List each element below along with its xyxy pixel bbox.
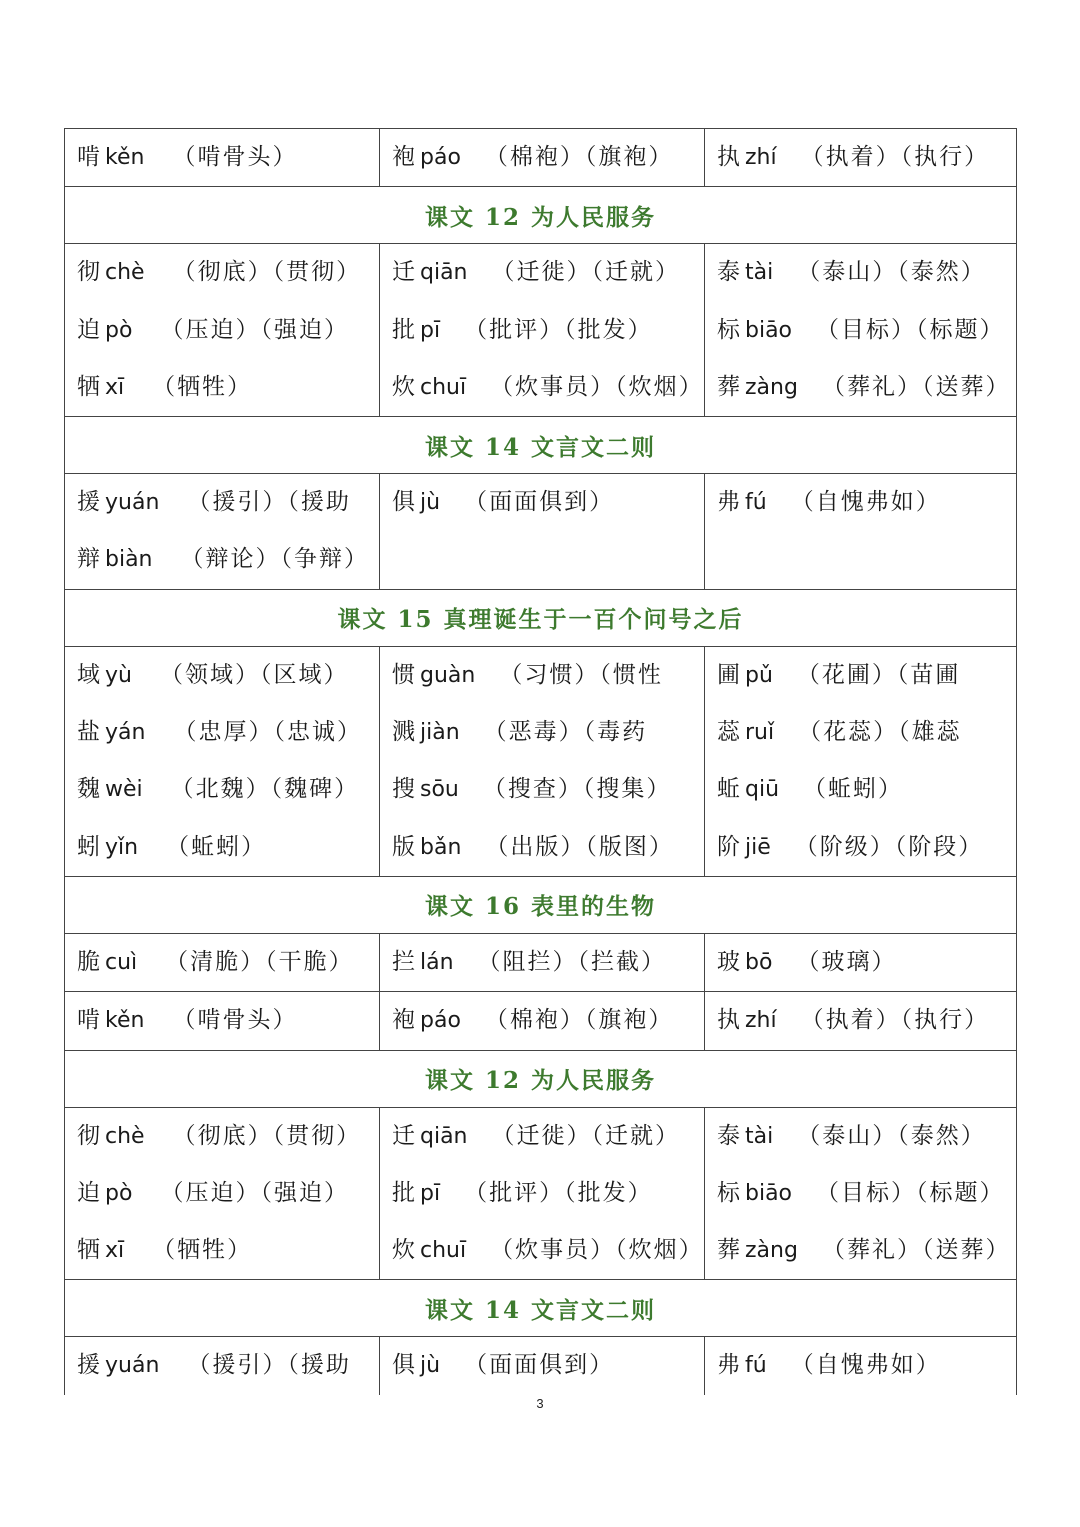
- vocabulary-entry: [392, 129, 704, 186]
- pinyin-reading: jiē: [745, 834, 771, 860]
- pinyin-reading: páo: [420, 145, 461, 170]
- hanzi-character: 蚯: [717, 776, 742, 803]
- vocabulary-entry: [392, 992, 704, 1049]
- pinyin-reading: pǔ: [745, 662, 773, 688]
- vocabulary-cell: [65, 1107, 380, 1280]
- vocabulary-entry: [392, 704, 704, 761]
- hanzi-character: 执: [717, 144, 742, 170]
- pinyin-reading: kěn: [105, 1008, 145, 1034]
- vocabulary-entry: [77, 244, 379, 301]
- hanzi-character: 迫: [77, 316, 102, 343]
- example-words: （葬礼）（送葬）: [821, 373, 1011, 400]
- example-words: （自愧弗如）: [790, 489, 941, 516]
- pinyin-reading: tài: [745, 1123, 774, 1149]
- vocabulary-entry: [77, 474, 379, 531]
- hanzi-character: 泰: [717, 1122, 742, 1149]
- pinyin-reading: sōu: [420, 777, 459, 803]
- lesson-heading: 课文 14 文言文二则: [65, 417, 1017, 474]
- lesson-heading-row: [65, 876, 1017, 933]
- example-words: （炊事员）（炊烟）: [490, 1237, 704, 1264]
- vocabulary-cell: [380, 646, 705, 876]
- example-words: （习惯）（惯性: [499, 661, 663, 688]
- example-words: （玻璃）: [796, 948, 897, 975]
- hanzi-character: 啃: [77, 144, 102, 170]
- hanzi-character: 迫: [77, 1179, 102, 1206]
- vocabulary-cell: [65, 244, 380, 417]
- example-words: （忠厚）（忠诚）: [173, 719, 362, 746]
- vocabulary-entry: [717, 129, 1016, 186]
- hanzi-character: 魏: [77, 776, 102, 803]
- vocabulary-entry: [717, 1222, 1016, 1279]
- vocabulary-entry: [717, 934, 1016, 991]
- example-words: （蚯蚓）: [803, 776, 904, 803]
- lesson-heading-row: [65, 187, 1017, 244]
- vocabulary-entry: [77, 1108, 379, 1165]
- vocabulary-cell: [380, 474, 705, 590]
- hanzi-character: 玻: [717, 948, 742, 975]
- pinyin-reading: ruǐ: [745, 720, 775, 746]
- pinyin-reading: bǎn: [420, 834, 462, 860]
- example-words: （清脆）（干脆）: [165, 948, 354, 975]
- vocabulary-entry: [392, 474, 704, 531]
- hanzi-character: 惯: [392, 661, 417, 688]
- example-words: （执着）（执行）: [800, 1007, 990, 1034]
- hanzi-character: 牺: [77, 1237, 102, 1264]
- hanzi-character: 溅: [392, 719, 417, 746]
- example-words: （啃骨头）: [172, 144, 298, 170]
- vocabulary-entry: [392, 359, 704, 416]
- vocabulary-cell: [65, 992, 380, 1050]
- pinyin-reading: yuán: [105, 1353, 160, 1379]
- hanzi-character: 彻: [77, 259, 102, 286]
- vocabulary-entry: [392, 1108, 704, 1165]
- lesson-heading-row: [65, 589, 1017, 646]
- example-words: （花圃）（苗圃: [796, 661, 961, 688]
- vocabulary-entry: [392, 1165, 704, 1222]
- example-words: （援引）（援助: [187, 489, 351, 516]
- vocabulary-entry: [77, 302, 379, 359]
- vocabulary-cell: [705, 992, 1017, 1050]
- hanzi-character: 标: [717, 1179, 742, 1206]
- pinyin-reading: fú: [745, 490, 767, 516]
- vocabulary-entry: [717, 647, 1016, 704]
- hanzi-character: 迁: [392, 259, 417, 286]
- example-words: （棉袍）（旗袍）: [484, 144, 674, 170]
- pinyin-reading: chè: [105, 1123, 145, 1149]
- hanzi-character: 炊: [392, 373, 417, 400]
- hanzi-character: 俱: [392, 1352, 417, 1379]
- vocabulary-entry: [77, 704, 379, 761]
- hanzi-character: 蚓: [77, 833, 102, 860]
- vocabulary-row: [65, 933, 1017, 991]
- vocabulary-row: [65, 646, 1017, 876]
- vocabulary-entry: [77, 934, 379, 991]
- example-words: （压迫）（强迫）: [160, 316, 349, 343]
- hanzi-character: 葬: [717, 373, 742, 400]
- example-words: （辩论）（争辩）: [180, 546, 370, 573]
- hanzi-character: 弗: [717, 1352, 742, 1379]
- example-words: （执着）（执行）: [800, 144, 990, 170]
- pinyin-reading: yù: [105, 662, 132, 688]
- hanzi-character: 脆: [77, 948, 102, 975]
- vocabulary-entry: [717, 992, 1016, 1049]
- example-words: （牺牲）: [152, 373, 253, 400]
- vocabulary-cell: [380, 129, 705, 187]
- hanzi-character: 泰: [717, 259, 742, 286]
- pinyin-reading: jù: [420, 490, 441, 516]
- vocabulary-entry: [392, 819, 704, 876]
- pinyin-reading: xī: [105, 1238, 125, 1264]
- pinyin-reading: yán: [105, 720, 146, 746]
- vocabulary-entry: [717, 1108, 1016, 1165]
- pinyin-reading: qiān: [420, 1123, 468, 1149]
- vocabulary-entry: [77, 647, 379, 704]
- example-words: （出版）（版图）: [485, 833, 674, 860]
- pinyin-reading: bō: [745, 949, 773, 975]
- hanzi-character: 辩: [77, 546, 102, 573]
- hanzi-character: 啃: [77, 1007, 102, 1034]
- example-words: （面面俱到）: [464, 489, 615, 516]
- pinyin-reading: páo: [420, 1008, 461, 1034]
- vocabulary-entry: [392, 647, 704, 704]
- hanzi-character: 标: [717, 316, 742, 343]
- vocabulary-entry: [392, 761, 704, 818]
- pinyin-reading: wèi: [105, 777, 143, 803]
- page-number: 3: [536, 1396, 544, 1411]
- lesson-heading-row: [65, 1280, 1017, 1337]
- vocabulary-entry: [77, 1337, 379, 1394]
- example-words: （领域）（区域）: [159, 661, 349, 688]
- pinyin-reading: chè: [105, 260, 145, 286]
- vocabulary-cell: [705, 244, 1017, 417]
- hanzi-character: 拦: [392, 948, 417, 975]
- lesson-heading: 课文 14 文言文二则: [65, 1280, 1017, 1337]
- hanzi-character: 执: [717, 1007, 742, 1034]
- hanzi-character: 彻: [77, 1122, 102, 1149]
- pinyin-reading: yǐn: [105, 834, 139, 860]
- hanzi-character: 袍: [392, 144, 417, 170]
- vocabulary-row: [65, 992, 1017, 1050]
- vocabulary-cell: [65, 933, 380, 991]
- vocabulary-entry: [77, 531, 379, 588]
- pinyin-reading: qiān: [420, 260, 468, 286]
- pinyin-reading: qiū: [745, 777, 780, 803]
- example-words: （炊事员）（炊烟）: [490, 373, 704, 400]
- vocabulary-entry: [717, 1337, 1016, 1394]
- pinyin-reading: kěn: [105, 145, 145, 170]
- pinyin-reading: xī: [105, 374, 125, 400]
- example-words: （迁徙）（迁就）: [491, 259, 681, 286]
- vocabulary-cell: [705, 1337, 1017, 1395]
- hanzi-character: 弗: [717, 489, 742, 516]
- hanzi-character: 圃: [717, 661, 742, 688]
- example-words: （援引）（援助: [187, 1352, 351, 1379]
- vocabulary-entry: [392, 934, 704, 991]
- example-words: （批评）（批发）: [464, 1179, 653, 1206]
- example-words: （恶毒）（毒药: [483, 719, 648, 746]
- pinyin-reading: jiàn: [420, 720, 460, 746]
- hanzi-character: 阶: [717, 833, 742, 860]
- vocabulary-cell: [705, 1107, 1017, 1280]
- vocabulary-table: [64, 128, 1017, 1395]
- vocabulary-entry: [77, 761, 379, 818]
- vocabulary-cell: [705, 129, 1017, 187]
- example-words: （目标）（标题）: [816, 1179, 1005, 1206]
- vocabulary-entry: [77, 359, 379, 416]
- pinyin-reading: tài: [745, 260, 774, 286]
- hanzi-character: 版: [392, 833, 417, 860]
- hanzi-character: 搜: [392, 776, 417, 803]
- vocabulary-entry: [77, 1222, 379, 1279]
- lesson-heading-row: [65, 1050, 1017, 1107]
- pinyin-reading: pò: [105, 317, 133, 343]
- vocabulary-cell: [380, 933, 705, 991]
- vocabulary-cell: [705, 646, 1017, 876]
- example-words: （蚯蚓）: [166, 833, 267, 860]
- example-words: （批评）（批发）: [464, 316, 653, 343]
- vocabulary-entry: [392, 1337, 704, 1394]
- pinyin-reading: yuán: [105, 490, 160, 516]
- lesson-heading: 课文 12 为人民服务: [65, 187, 1017, 244]
- vocabulary-cell: [380, 244, 705, 417]
- pinyin-reading: biāo: [745, 1180, 793, 1206]
- hanzi-character: 迁: [392, 1122, 417, 1149]
- vocabulary-entry: [717, 302, 1016, 359]
- pinyin-reading: zàng: [745, 1238, 798, 1264]
- vocabulary-row: [65, 129, 1017, 187]
- example-words: （牺牲）: [152, 1237, 253, 1264]
- vocabulary-cell: [65, 129, 380, 187]
- pinyin-reading: pī: [420, 1180, 441, 1206]
- hanzi-character: 批: [392, 316, 417, 343]
- vocabulary-entry: [717, 244, 1016, 301]
- pinyin-reading: zhí: [745, 145, 777, 170]
- hanzi-character: 蕊: [717, 719, 742, 746]
- example-words: （阶级）（阶段）: [794, 833, 984, 860]
- hanzi-character: 批: [392, 1179, 417, 1206]
- pinyin-reading: lán: [420, 949, 454, 975]
- example-words: （迁徙）（迁就）: [491, 1122, 681, 1149]
- vocabulary-entry: [392, 1222, 704, 1279]
- vocabulary-row: [65, 1107, 1017, 1280]
- vocabulary-row: [65, 244, 1017, 417]
- hanzi-character: 援: [77, 489, 102, 516]
- vocabulary-entry: [717, 474, 1016, 531]
- example-words: （搜查）（搜集）: [482, 776, 672, 803]
- vocabulary-entry: [77, 1165, 379, 1222]
- example-words: （彻底）（贯彻）: [172, 1122, 362, 1149]
- pinyin-reading: pī: [420, 317, 441, 343]
- pinyin-reading: zàng: [745, 374, 798, 400]
- example-words: （彻底）（贯彻）: [172, 259, 362, 286]
- vocabulary-cell: [65, 1337, 380, 1395]
- lesson-heading: 课文 12 为人民服务: [65, 1050, 1017, 1107]
- example-words: （面面俱到）: [464, 1352, 615, 1379]
- vocabulary-entry: [717, 819, 1016, 876]
- pinyin-reading: fú: [745, 1353, 767, 1379]
- vocabulary-entry: [392, 302, 704, 359]
- example-words: （啃骨头）: [172, 1007, 298, 1034]
- vocabulary-entry: [717, 359, 1016, 416]
- pinyin-reading: zhí: [745, 1008, 777, 1034]
- vocabulary-cell: [380, 1337, 705, 1395]
- hanzi-character: 袍: [392, 1007, 417, 1034]
- vocabulary-cell: [380, 1107, 705, 1280]
- pinyin-reading: chuī: [420, 374, 467, 400]
- vocabulary-entry: [392, 244, 704, 301]
- lesson-heading-row: [65, 417, 1017, 474]
- vocabulary-entry: [717, 704, 1016, 761]
- example-words: （目标）（标题）: [816, 316, 1005, 343]
- pinyin-reading: cuì: [105, 949, 138, 975]
- hanzi-character: 盐: [77, 719, 102, 746]
- hanzi-character: 葬: [717, 1237, 742, 1264]
- vocabulary-cell: [705, 474, 1017, 590]
- pinyin-reading: chuī: [420, 1238, 467, 1264]
- example-words: （压迫）（强迫）: [160, 1179, 349, 1206]
- vocabulary-row: [65, 474, 1017, 590]
- vocabulary-entry: [77, 129, 379, 186]
- pinyin-reading: pò: [105, 1180, 133, 1206]
- example-words: （泰山）（泰然）: [797, 1122, 986, 1149]
- hanzi-character: 俱: [392, 489, 417, 516]
- vocabulary-row: [65, 1337, 1017, 1395]
- pinyin-reading: biāo: [745, 317, 793, 343]
- example-words: （葬礼）（送葬）: [821, 1237, 1011, 1264]
- hanzi-character: 炊: [392, 1237, 417, 1264]
- example-words: （花蕊）（雄蕊: [798, 719, 962, 746]
- vocabulary-cell: [65, 646, 380, 876]
- example-words: （阻拦）（拦截）: [477, 948, 667, 975]
- example-words: （自愧弗如）: [790, 1352, 941, 1379]
- example-words: （棉袍）（旗袍）: [484, 1007, 674, 1034]
- vocabulary-entry: [77, 819, 379, 876]
- vocabulary-cell: [705, 933, 1017, 991]
- vocabulary-entry: [77, 992, 379, 1049]
- lesson-heading: 课文 15 真理诞生于一百个问号之后: [65, 589, 1017, 646]
- example-words: （北魏）（魏碑）: [170, 776, 360, 803]
- vocabulary-cell: [380, 992, 705, 1050]
- example-words: （泰山）（泰然）: [797, 259, 986, 286]
- hanzi-character: 牺: [77, 373, 102, 400]
- vocabulary-entry: [717, 761, 1016, 818]
- hanzi-character: 域: [77, 661, 102, 688]
- hanzi-character: 援: [77, 1352, 102, 1379]
- vocabulary-cell: [65, 474, 380, 590]
- vocabulary-entry: [717, 1165, 1016, 1222]
- pinyin-reading: biàn: [105, 547, 153, 573]
- pinyin-reading: jù: [420, 1353, 441, 1379]
- pinyin-reading: guàn: [420, 662, 476, 688]
- lesson-heading: 课文 16 表里的生物: [65, 876, 1017, 933]
